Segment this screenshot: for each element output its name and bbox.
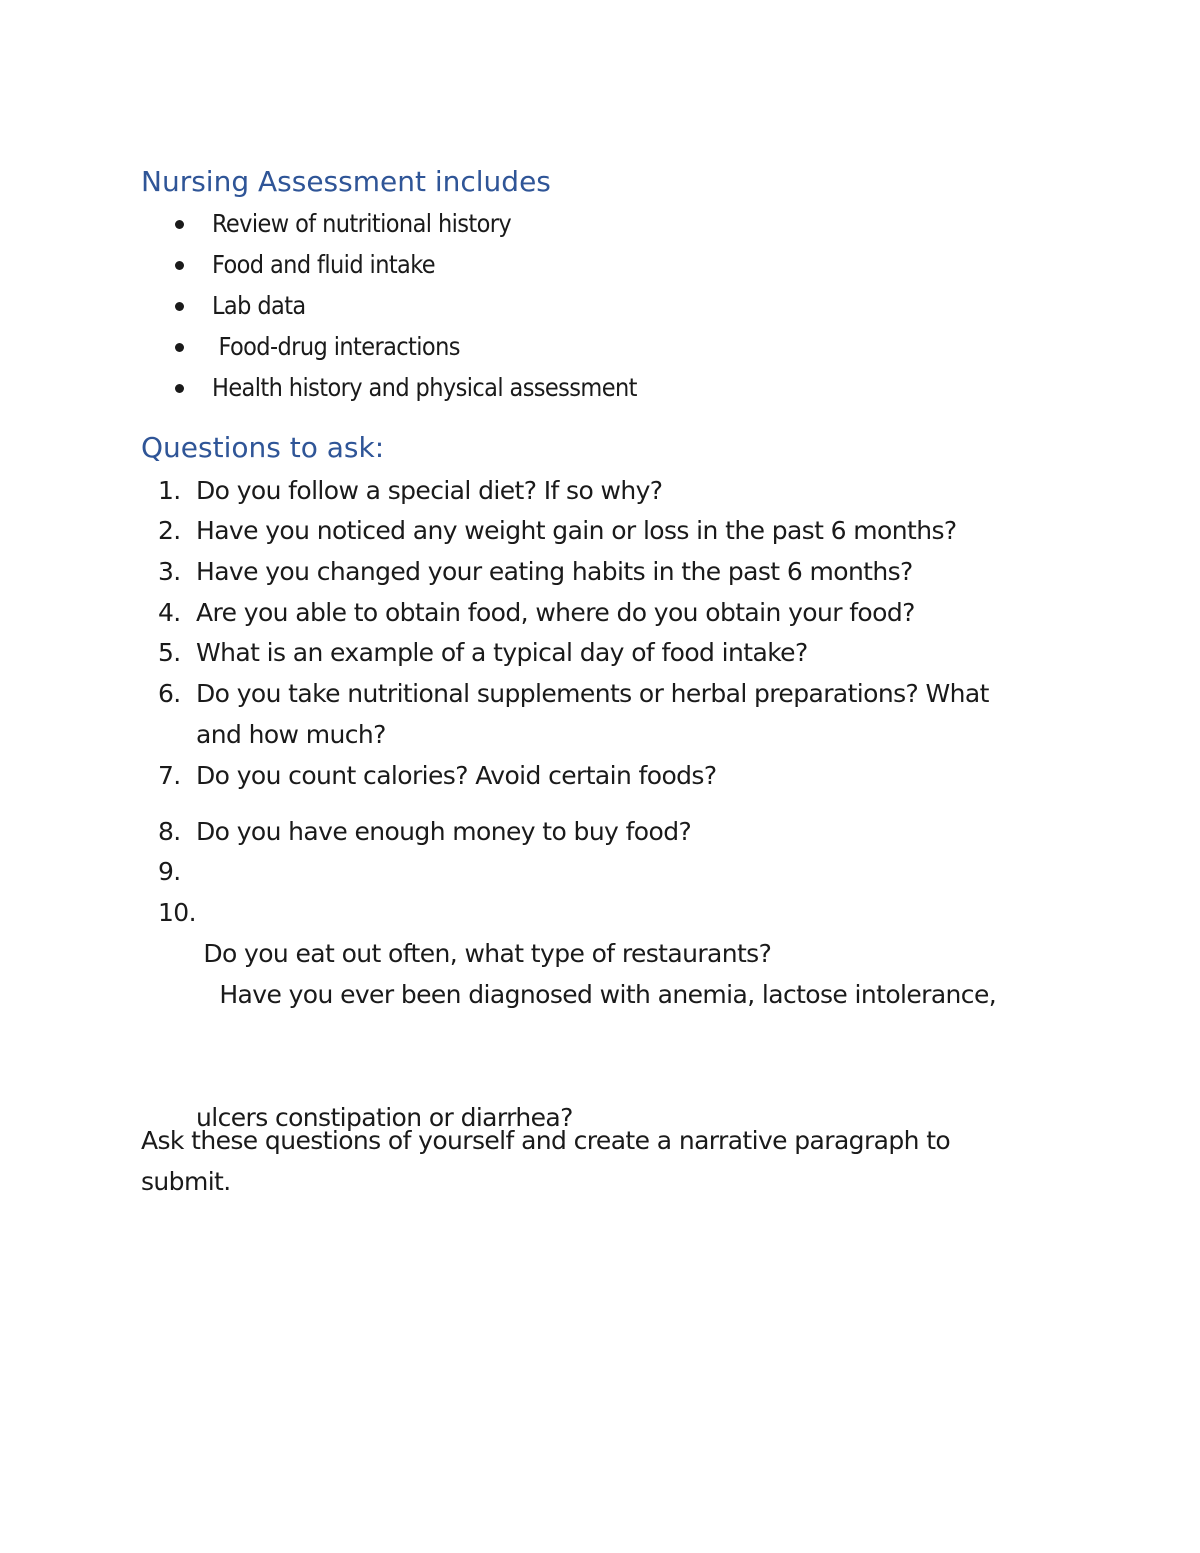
assessment-heading: Nursing Assessment includes — [141, 165, 551, 198]
closing-paragraph: Ask these questions of yourself and create a narrative paragraph to submit. — [141, 1126, 951, 1196]
bullet-icon — [175, 384, 184, 393]
bullet-icon — [175, 343, 184, 352]
document-page: Nursing Assessment includes Review of nutritional history Food and fluid intake Lab data Food-drug interactions Health history and physical assessment Questions to ask: 1. Do you follow a special diet? If so why? 2. Have you noticed any weight gain or loss in the past 6 months? 3. Have you changed your eating habits in the past 6 months? 4. Are you able to obtain food, where do you obtain your food? 5. What is an example of a typical day of food intake? 6. Do you take nutritional supplements or herbal preparations? What and how much? 7. Do you count calories? Avoid certain foods? 8. Do you have enough money to buy food? 9. Do you eat out often, what type of restaurants? 10. Have you ever been diagnosed with anemia, lactose intolerance, ulcers constipation or diarrhea? Ask these questions of yourself and create a narrative paragraph to submit. — [0, 0, 1200, 1553]
bullet-icon — [175, 302, 184, 311]
bullet-icon — [175, 220, 184, 229]
questions-heading: Questions to ask: — [141, 431, 385, 464]
bullet-icon — [175, 261, 184, 270]
